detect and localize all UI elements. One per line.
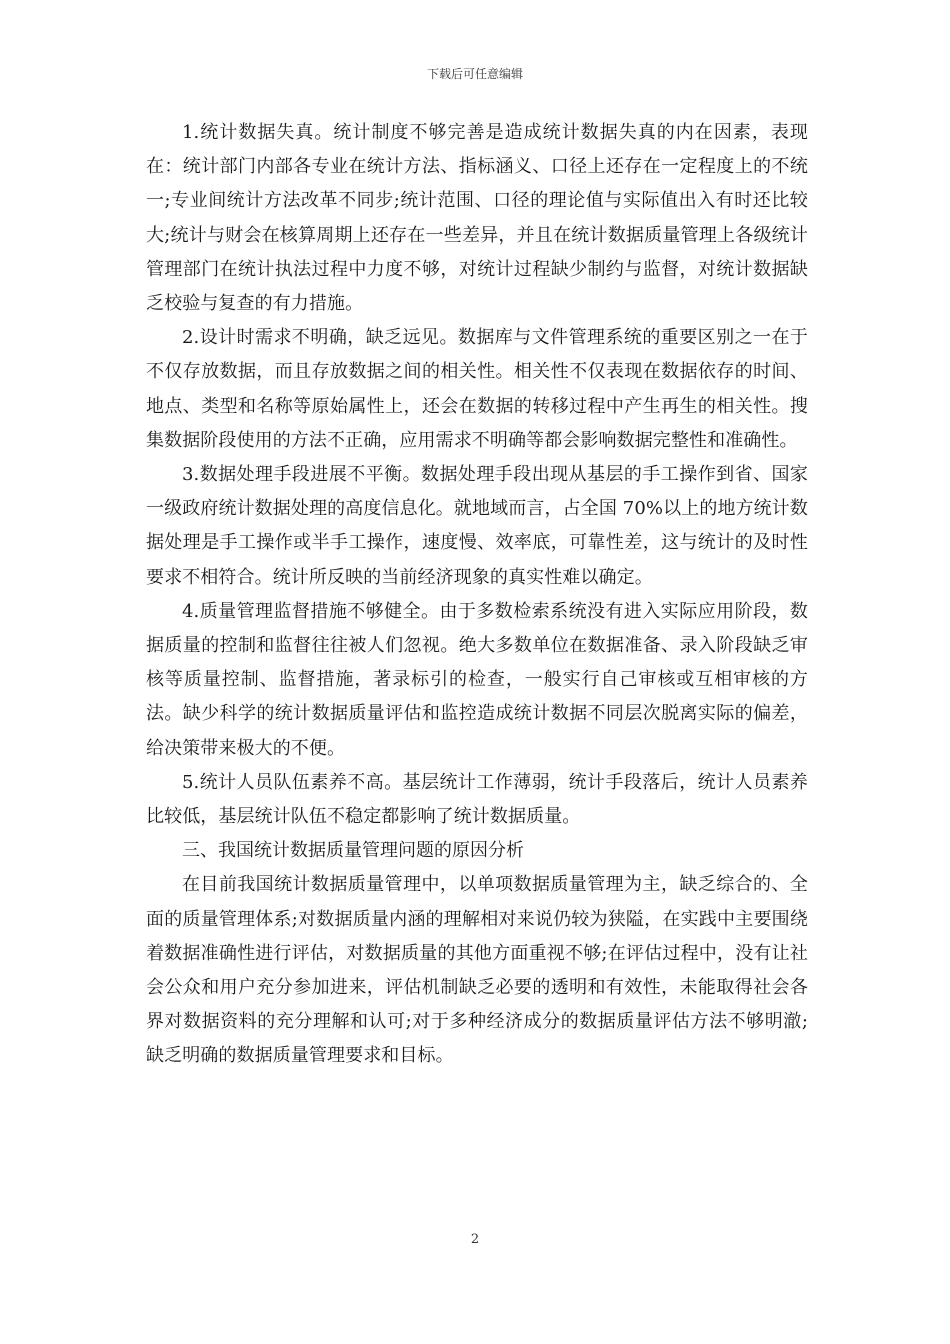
page-header-note: 下载后可任意编辑 bbox=[426, 67, 523, 81]
paragraph-6: 在目前我国统计数据质量管理中，以单项数据质量管理为主，缺乏综合的、全面的质量管理体系;对数据质量内涵的理解相对来说仍较为狭隘，在实践中主要围绕着数据准确性进行评估，对数据质量的其他方面重视不够;在评估过程中，没有让社会公众和用户充分参加进来，评估机制缺乏必要的透明和有效性，未能取得社会各界对数据资料的充分理解和认可;对于多种经济成分的数据质量评估方法不够明澈;缺乏明确的数据质量管理要求和目标。 bbox=[146, 874, 808, 1067]
section-heading-3: 三、我国统计数据质量管理问题的原因分析 bbox=[182, 840, 524, 862]
paragraph-1: 1.统计数据失真。统计制度不够完善是造成统计数据失真的内在因素，表现在：统计部门内部各专业在统计方法、指标涵义、口径上还存在一定程度上的不统一;专业间统计方法改革不同步;统计范围、口径的理论值与实际值出入有时还比较大;统计与财会在核算周期上还存在一些差异，并且在统计数据质量管理上各级统计管理部门在统计执法过程中力度不够，对统计过程缺少制约与监督，对统计数据缺乏校验与复查的有力措施。 bbox=[146, 122, 808, 315]
paragraph-3: 3.数据处理手段进展不平衡。数据处理手段出现从基层的手工操作到省、国家一级政府统计数据处理的高度信息化。就地域而言，占全国 70%以上的地方统计数据处理是手工操作或半手工操作，速度慢、效率底，可靠性差，这与统计的及时性要求不相符合。统计所反映的当前经济现象的真实性难以确定。 bbox=[146, 464, 808, 588]
paragraph-2: 2.设计时需求不明确，缺乏远见。数据库与文件管理系统的重要区别之一在于不仅存放数据，而且存放数据之间的相关性。相关性不仅表现在数据依存的时间、地点、类型和名称等原始属性上，还会在数据的转移过程中产生再生的相关性。搜集数据阶段使用的方法不正确，应用需求不明确等都会影响数据完整性和准确性。 bbox=[146, 327, 808, 451]
page-number: 2 bbox=[470, 1232, 480, 1247]
paragraph-4: 4.质量管理监督措施不够健全。由于多数检索系统没有进入实际应用阶段，数据质量的控制和监督往往被人们忽视。绝大多数单位在数据准备、录入阶段缺乏审核等质量控制、监督措施，著录标引的检查，一般实行自己审核或互相审核的方法。缺少科学的统计数据质量评估和监控造成统计数据不同层次脱离实际的偏差，给决策带来极大的不便。 bbox=[146, 600, 808, 759]
paragraph-5: 5.统计人员队伍素养不高。基层统计工作薄弱，统计手段落后，统计人员素养比较低，基层统计队伍不稳定都影响了统计数据质量。 bbox=[146, 771, 808, 828]
document-body bbox=[146, 116, 808, 1074]
